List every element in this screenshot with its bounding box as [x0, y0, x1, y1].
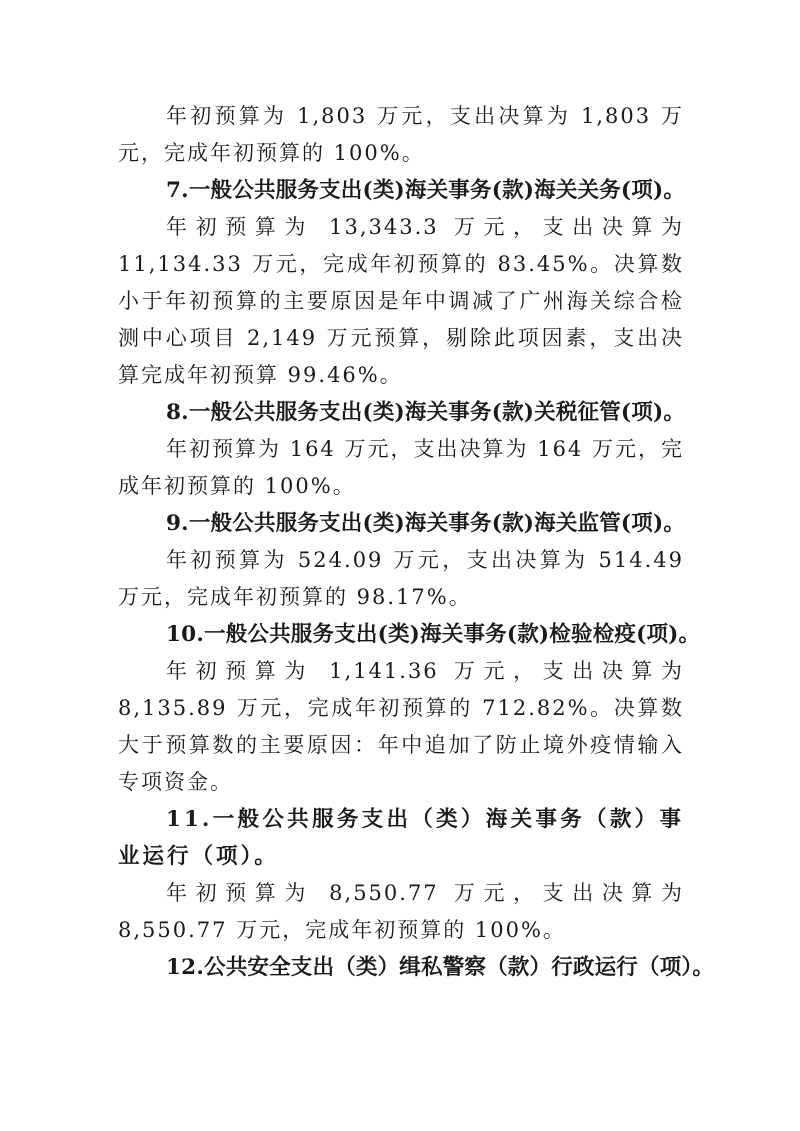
heading-item-12: 12.公共安全支出（类）缉私警察（款）行政运行（项）。: [166, 955, 715, 980]
heading-item-10: 10.一般公共服务支出(类)海关事务(款)检验检疫(项)。: [166, 622, 701, 647]
heading-item-7: 7.一般公共服务支出(类)海关事务(款)海关关务(项)。: [166, 178, 686, 203]
heading-item-8: 8.一般公共服务支出(类)海关事务(款)关税征管(项)。: [166, 400, 686, 425]
paragraph-item-9: 年初预算为 524.09 万元，支出决算为 514.49 万元，完成年初预算的 98.17%。: [118, 548, 684, 609]
paragraph-item-7: 年初预算为 13,343.3 万元，支出决算为 11,134.33 万元，完成年初预算的 83.45%。决算数小于年初预算的主要原因是年中调减了广州海关综合检测中心项目 2,149 万元预算，剔除此项因素，支出决算完成年初预算 99.46%。: [118, 215, 684, 387]
paragraph-item-11: 年初预算为 8,550.77 万元，支出决算为 8,550.77 万元，完成年初预算的 100%。: [118, 881, 684, 942]
paragraph-item-8: 年初预算为 164 万元，支出决算为 164 万元，完成年初预算的 100%。: [118, 437, 684, 498]
document-body: [118, 98, 715, 986]
paragraph-budget-1803: 年初预算为 1,803 万元，支出决算为 1,803 万元，完成年初预算的 100%。: [118, 104, 684, 165]
heading-item-9: 9.一般公共服务支出(类)海关事务(款)海关监管(项)。: [166, 511, 686, 536]
heading-item-11: 11.一般公共服务支出（类）海关事务（款）事业运行（项）。: [118, 807, 684, 869]
paragraph-item-10: 年初预算为 1,141.36 万元，支出决算为 8,135.89 万元，完成年初预算的 712.82%。决算数大于预算数的主要原因：年中追加了防止境外疫情输入专项资金。: [118, 659, 684, 794]
